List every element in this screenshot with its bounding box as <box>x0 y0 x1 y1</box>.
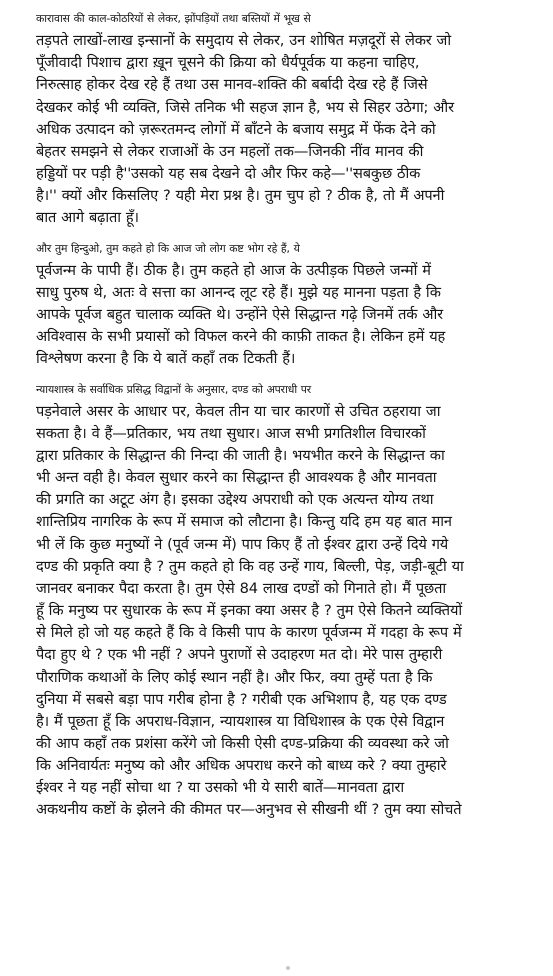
text-line: पौराणिक कथाओं के लिए कोई स्थान नहीं है। और फिर, क्या तुम्हें पता है कि <box>36 668 433 686</box>
text-line: निरुत्साह होकर देख रहे हैं तथा उस मानव-शक्ति की बर्बादी देख रहे हैं जिसे <box>36 76 428 94</box>
text-line: सकता है। वे हैं—प्रतिकार, भय तथा सुधार। आज सभी प्रगतिशील विचारकों <box>36 424 426 442</box>
text-line: बात आगे बढ़ाता हूँ। <box>36 209 139 227</box>
paragraph <box>6 379 541 822</box>
text-line: शान्तिप्रिय नागरिक के रूप में समाज को लौटाना है। किन्तु यदि हम यह बात मान <box>36 513 452 531</box>
text-line: है।'' क्यों और किसलिए ? यही मेरा प्रश्न है। तुम चुप हो ? ठीक है, तो मैं अपनी <box>36 187 445 205</box>
text-line: जानवर बनाकर पैदा करता है। तुम ऐसे 84 लाख दण्डों को गिनाते हो। मैं पूछता <box>36 579 447 597</box>
text-line: पड़नेवाले असर के आधार पर, केवल तीन या चार कारणों से उचित ठहराया जा <box>36 402 441 420</box>
text-line: है। मैं पूछता हूँ कि अपराध-विज्ञान, न्यायशास्त्र या विधिशास्त्र के एक ऐसे विद्वान <box>36 712 445 730</box>
text-line: हूँ कि मनुष्य पर सुधारक के रूप में इनका क्या असर है ? तुम ऐसे कितने व्यक्तियों <box>36 602 463 620</box>
text-line: पूँजीवादी पिशाच द्वारा ख़ून चूसने की क्रिया को धैर्यपूर्वक या कहना चाहिए, <box>36 54 420 72</box>
text-line: से मिले हो जो यह कहते हैं कि वे किसी पाप के कारण पूर्वजन्म में गदहा के रूप में <box>36 624 462 642</box>
text-line: की प्रगति का अटूट अंग है। इसका उद्देश्य अपराधी को एक अत्यन्त योग्य तथा <box>36 491 434 509</box>
text-line: बेहतर समझने से लेकर राजाओं के उन महलों तक—जिनकी नींव मानव की <box>36 142 424 160</box>
text-line: आपके पूर्वज बहुत चालाक व्यक्ति थे। उन्होंने ऐसे सिद्धान्त गढ़े जिनमें तर्क और <box>36 306 443 324</box>
text-line: अकथनीय कष्टों के झेलने की कीमत पर—अनुभव से सीखनी थीं ? तुम क्या सोचते <box>36 801 462 819</box>
text-line: कि अनिवार्यतः मनुष्य को और अधिक अपराध करने को बाध्य करे ? क्या तुम्हारे <box>36 757 447 775</box>
page-text <box>6 8 541 822</box>
text-line: भी अन्त वही है। केवल सुधार करने का सिद्धान्त ही आवश्यक है और मानवता <box>36 469 437 487</box>
text-line: ईश्वर ने यह नहीं सोचा था ? या उसको भी ये सारी बातें—मानवता द्वारा <box>36 779 405 797</box>
text-line: दुनिया में सबसे बड़ा पाप गरीब होना है ? गरीबी एक अभिशाप है, यह एक दण्ड <box>36 690 447 708</box>
paragraph <box>6 8 541 230</box>
text-line: पूर्वजन्म के पापी हैं। ठीक है। तुम कहते हो आज के उत्पीड़क पिछले जन्मों में <box>36 261 431 279</box>
scan-speck <box>286 966 290 970</box>
text-line: अविश्वास के सभी प्रयासों को विफल करने की काफ़ी ताकत है। लेकिन हमें यह <box>36 328 446 346</box>
text-line: दण्ड की प्रकृति क्या है ? तुम कहते हो कि वह उन्हें गाय, बिल्ली, पेड़, जड़ी-बूटी या <box>36 557 464 575</box>
text-line: द्वारा प्रतिकार के सिद्धान्त की निन्दा की जाती है। भयभीत करने के सिद्धान्त का <box>36 446 445 464</box>
paragraph <box>6 238 541 371</box>
text-line: विश्लेषण करना है कि ये बातें कहाँ तक टिकती हैं। <box>36 350 296 368</box>
text-line: अधिक उत्पादन को ज़रूरतमन्द लोगों में बाँटने के बजाय समुद्र में फेंक देने को <box>36 120 436 138</box>
text-line: भी लें कि कुछ मनुष्यों ने (पूर्व जन्म में) पाप किए हैं तो ईश्वर द्वारा उन्हें दिये गये <box>36 535 449 553</box>
text-line: साधु पुरुष थे, अतः वे सत्ता का आनन्द लूट रहे हैं। मुझे यह मानना पड़ता है कि <box>36 283 441 301</box>
text-line: तड़पते लाखों-लाख इन्सानों के समुदाय से लेकर, उन शोषित मज़दूरों से लेकर जो <box>36 32 452 50</box>
text-line: और तुम हिन्दुओ, तुम कहते हो कि आज जो लोग कष्ट भोग रहे हैं, ये <box>36 241 300 255</box>
text-line: न्यायशास्त्र के सर्वाधिक प्रसिद्ध विद्वानों के अनुसार, दण्ड को अपराधी पर <box>36 382 312 396</box>
text-line: हड्डियों पर पड़ी है''उसको यह सब देखने दो और फिर कहे—''सबकुछ ठीक <box>36 165 421 183</box>
text-line: देखकर कोई भी व्यक्ति, जिसे तनिक भी सहज ज्ञान है, भय से सिहर उठेगा; और <box>36 98 454 116</box>
text-line: कारावास की काल-कोठरियों से लेकर, झोंपड़ियों तथा बस्तियों में भूख से <box>36 12 311 25</box>
text-line: की आप कहाँ तक प्रशंसा करेंगे जो किसी ऐसी दण्ड-प्रक्रिया की व्यवस्था करे जो <box>36 735 449 752</box>
text-line: पैदा हुए थे ? एक भी नहीं ? अपने पुराणों से उदाहरण मत दो। मेरे पास तुम्हारी <box>36 646 443 664</box>
